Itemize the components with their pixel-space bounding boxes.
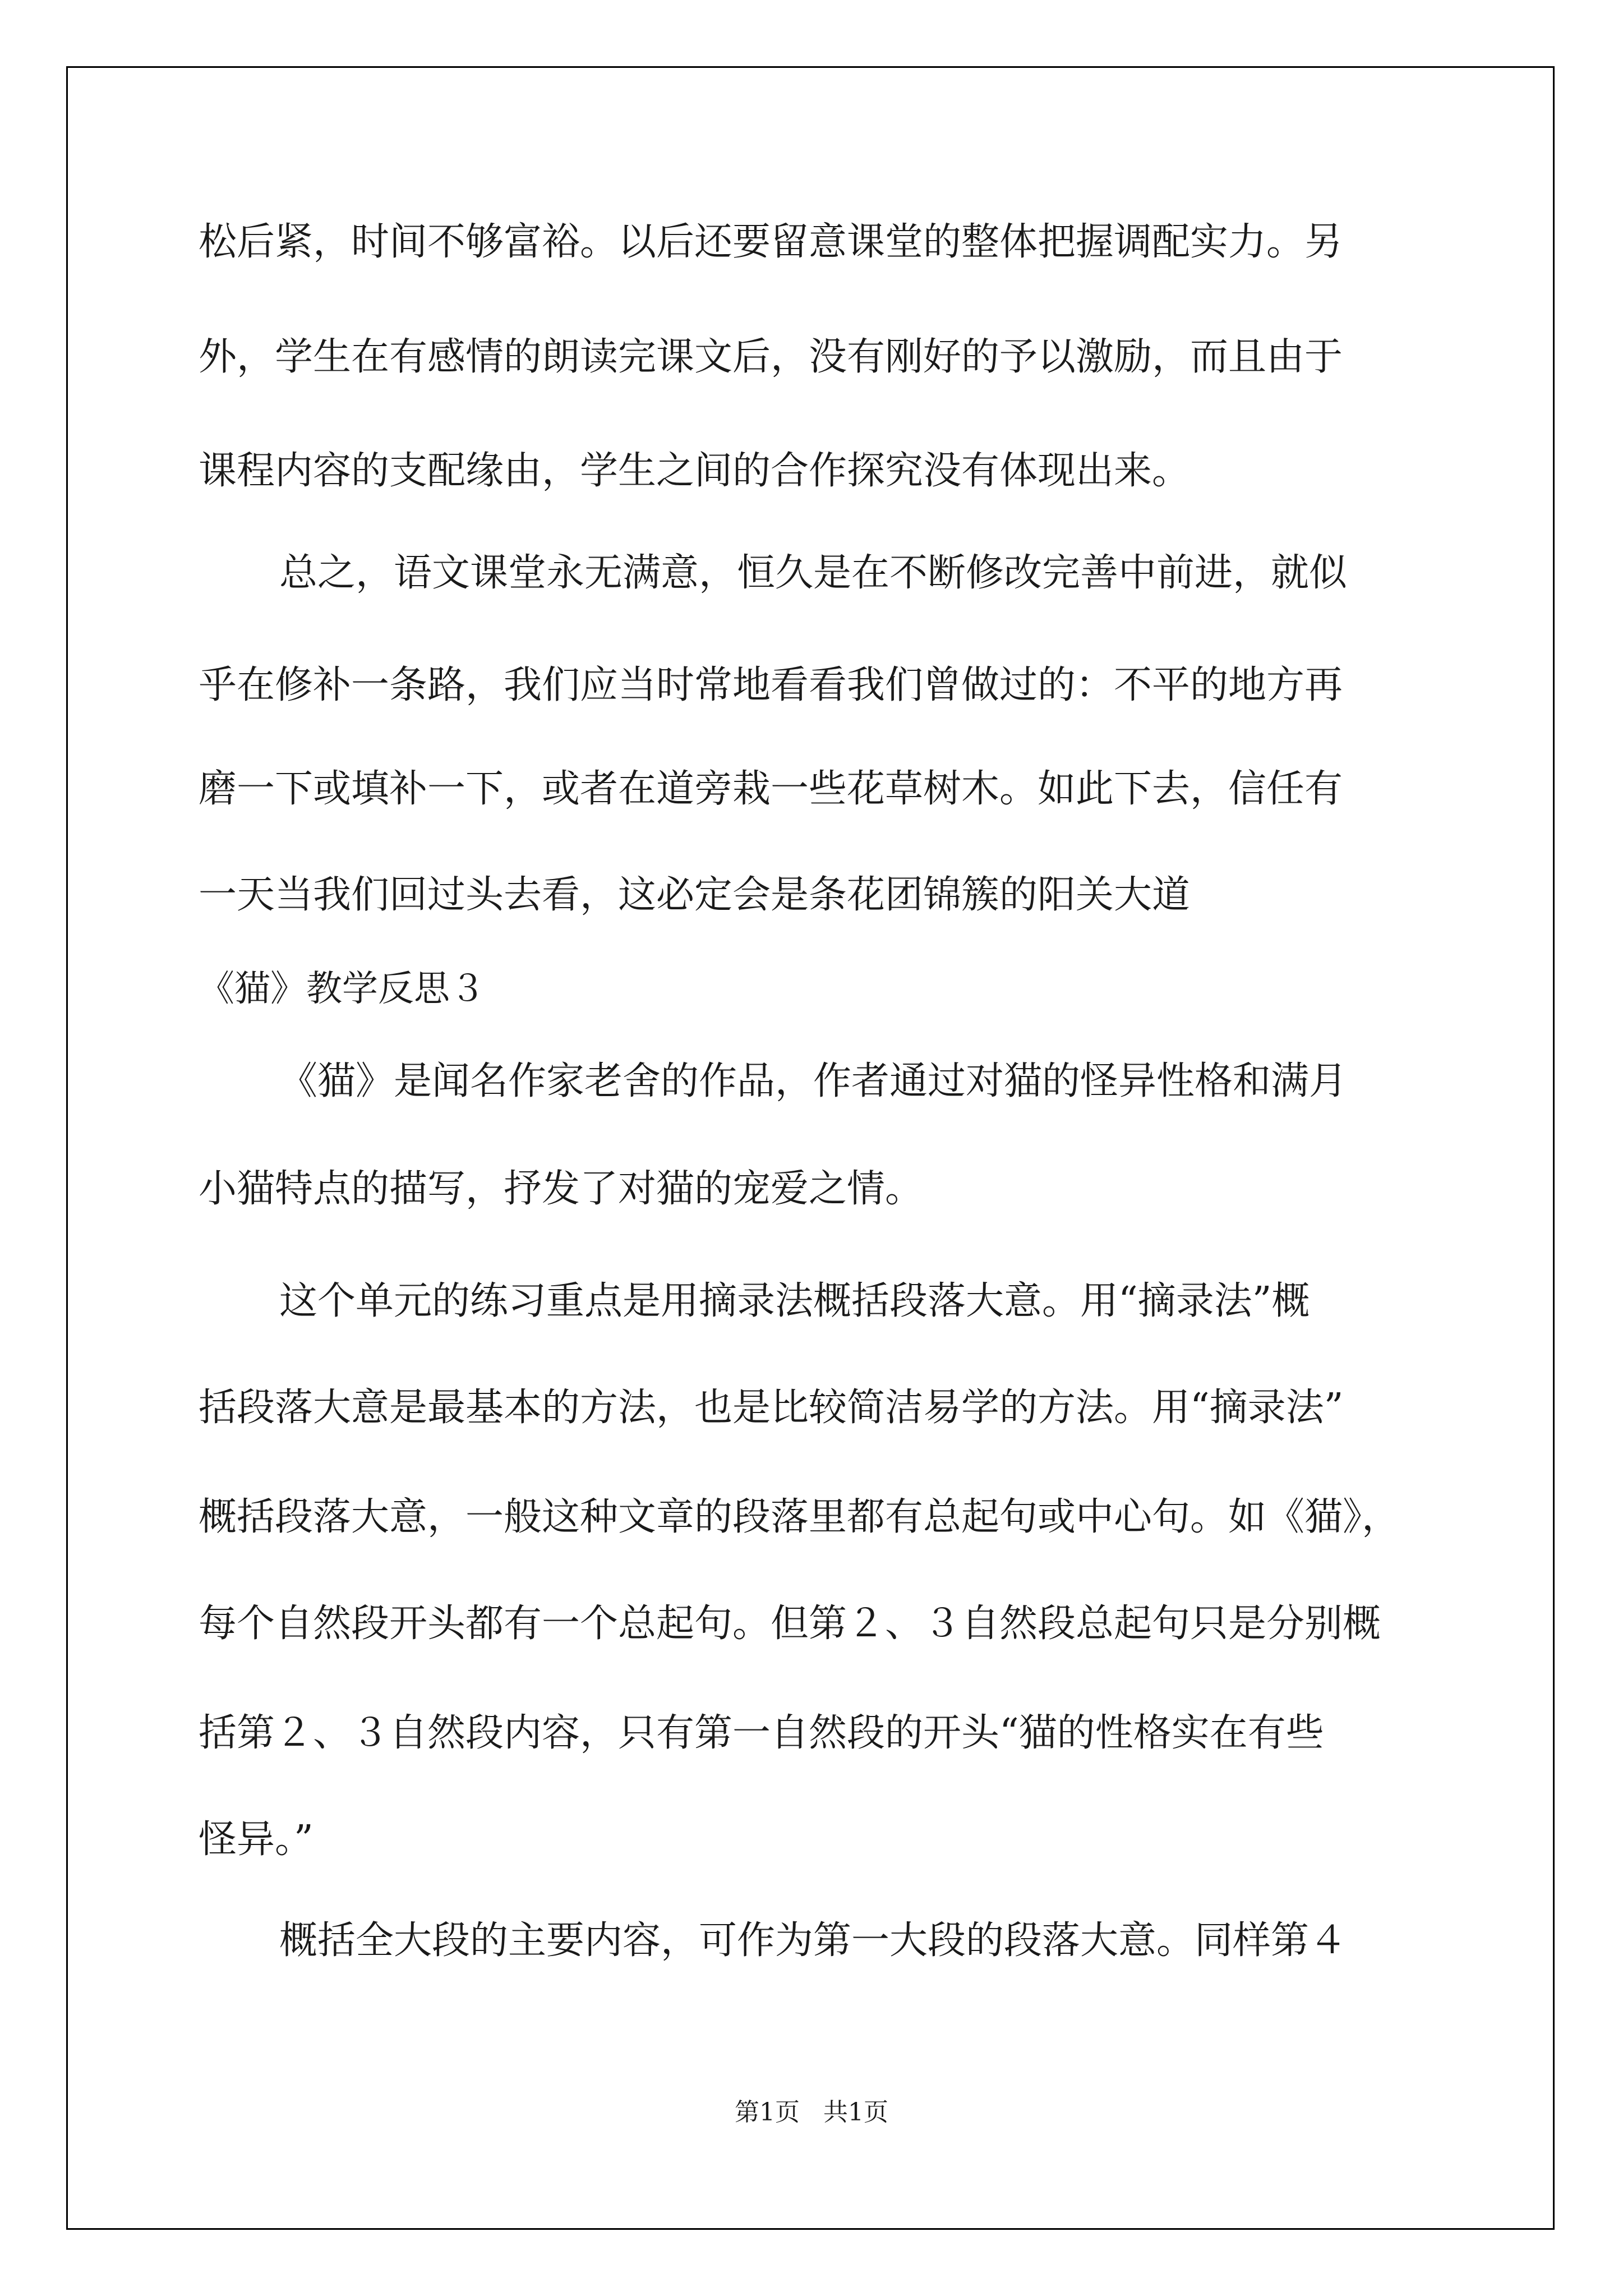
text-line: 怪异。” [199,1818,313,1862]
page-border [66,66,1555,2230]
text-line: 外，学生在有感情的朗读完课文后，没有刚好的予以激励，而且由于 [199,335,1343,379]
text-line: 每个自然段开头都有一个总起句。但第２、３自然段总起句只是分别概 [199,1602,1381,1646]
text-line: 概括段落大意，一般这种文章的段落里都有总起句或中心句。如《猫》， [199,1495,1400,1539]
text-line: 一天当我们回过头去看，这必定会是条花团锦簇的阳关大道 [199,873,1191,917]
text-line: 括段落大意是最基本的方法，也是比较简洁易学的方法。用“摘录法” [199,1386,1344,1430]
text-line: 总之，语文课堂永无满意，恒久是在不断修改完善中前进，就似 [279,551,1348,595]
text-line: 松后紧，时间不够富裕。以后还要留意课堂的整体把握调配实力。另 [199,220,1343,264]
section-heading: 《猫》教学反思３ [199,968,486,1010]
text-line: 课程内容的支配缘由，学生之间的合作探究没有体现出来。 [199,449,1191,493]
text-line: 这个单元的练习重点是用摘录法概括段落大意。用“摘录法”概 [279,1279,1310,1323]
page-footer: 第1页 共1页 [735,2098,888,2127]
text-line: 括第２、３自然段内容，只有第一自然段的开头“猫的性格实在有些 [199,1711,1324,1755]
text-line: 小猫特点的描写，抒发了对猫的宠爱之情。 [199,1167,924,1211]
text-line: 磨一下或填补一下，或者在道旁栽一些花草树木。如此下去，信任有 [199,767,1343,811]
text-line: 《猫》是闻名作家老舍的作品，作者通过对猫的怪异性格和满月 [279,1059,1348,1103]
text-line: 概括全大段的主要内容，可作为第一大段的段落大意。同样第４ [279,1918,1348,1963]
text-line: 乎在修补一条路，我们应当时常地看看我们曾做过的：不平的地方再 [199,663,1343,707]
